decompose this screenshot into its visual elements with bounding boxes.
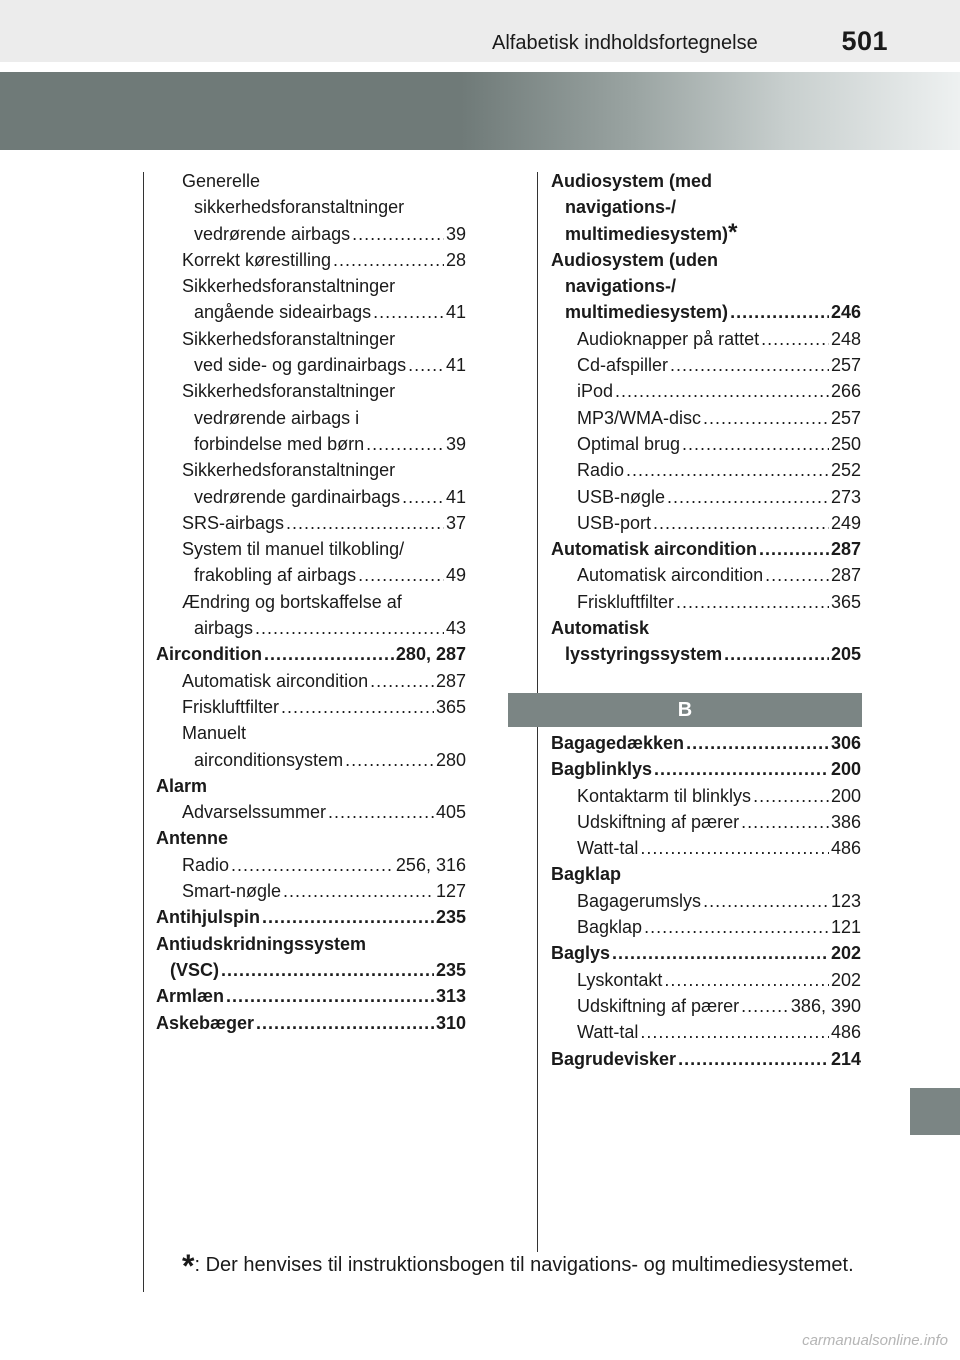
page-reference: 313 [435, 986, 466, 1007]
dot-leader [358, 562, 444, 588]
index-entry-text: Kontaktarm til blinklys [577, 785, 752, 806]
index-entry-text: Automatisk [551, 618, 650, 639]
index-entry-text: Lyskontakt [577, 969, 663, 990]
dot-leader [612, 940, 829, 966]
page-reference: 235 [435, 959, 466, 980]
index-entry-text: airconditionsystem [194, 749, 344, 770]
index-entry [551, 562, 861, 588]
page-reference: 200 [830, 759, 861, 780]
page-reference: 250 [830, 433, 861, 454]
index-entry-text: Antiudskridningssystem [156, 933, 367, 954]
index-entry [156, 641, 466, 667]
index-entry-text: Audioknapper på rattet [577, 328, 760, 349]
page-reference: 256, 316 [395, 854, 466, 875]
index-entry-text: vedrørende gardinairbags [194, 486, 401, 507]
index-entry-text: USB-port [577, 512, 652, 533]
page-number: 501 [841, 26, 888, 56]
page-reference: 202 [830, 969, 861, 990]
index-entry [551, 326, 861, 352]
index-entry [156, 273, 466, 326]
index-entry [551, 536, 861, 562]
dot-leader [262, 904, 434, 930]
page-reference: 266 [830, 381, 861, 402]
index-entry [551, 247, 861, 326]
index-entry [551, 756, 861, 782]
index-entry-text: Cd-afspiller [577, 355, 669, 376]
index-entry [156, 510, 466, 536]
page-reference: 280, 287 [395, 644, 466, 665]
index-entry [551, 783, 861, 809]
index-entry-text: Bagklap [551, 864, 622, 885]
index-entry-text: Smart-nøgle [182, 881, 282, 902]
dot-leader [724, 641, 829, 667]
index-entry [551, 809, 861, 835]
index-entry-text: Udskiftning af pærer [577, 995, 740, 1016]
index-entry [156, 247, 466, 273]
index-entry-text: Antihjulspin [156, 907, 260, 928]
index-entry-text: iPod [577, 381, 614, 402]
dot-leader [664, 967, 829, 993]
page-reference: 37 [445, 512, 466, 533]
index-entry-text: Watt-tal [577, 1022, 639, 1043]
page-reference: 386, 390 [790, 995, 861, 1016]
dot-leader [370, 668, 434, 694]
page-reference: 41 [445, 302, 466, 323]
index-entry [551, 589, 861, 615]
index-entry-text: Sikkerhedsforanstaltninger [182, 276, 396, 297]
index-entry-text: Automatisk aircondition [551, 539, 758, 560]
page-reference: 43 [445, 618, 466, 639]
dot-leader [640, 835, 829, 861]
page-reference: 127 [435, 881, 466, 902]
index-entry-text: Bagagedækken [551, 733, 685, 753]
page-reference: 28 [445, 249, 466, 270]
index-column-left [156, 168, 466, 1036]
index-entry-text: Friskluftfilter [182, 696, 280, 717]
dot-leader [226, 983, 434, 1009]
index-entry [551, 1019, 861, 1045]
page-reference: 287 [830, 539, 861, 560]
index-entry-text: Optimal brug [577, 433, 681, 454]
index-entry-text: sikkerhedsforanstaltninger [194, 197, 405, 218]
index-entry-text: Korrekt kørestilling [182, 249, 332, 270]
index-entry [156, 852, 466, 878]
page-header-bar [0, 0, 960, 62]
index-entry-text: Advarselssummer [182, 802, 327, 823]
index-entry-text: angående sideairbags [194, 302, 372, 323]
page-reference: 310 [435, 1012, 466, 1033]
index-entry-text: forbindelse med børn [194, 433, 365, 454]
index-entry [551, 967, 861, 993]
dot-leader [686, 730, 829, 756]
index-entry-text: Udskiftning af pærer [577, 811, 740, 832]
page-reference: 200 [830, 785, 861, 806]
index-entry [156, 720, 466, 773]
index-entry [551, 431, 861, 457]
index-entry [551, 914, 861, 940]
dot-leader [366, 431, 444, 457]
dot-leader [741, 809, 829, 835]
dot-leader [328, 799, 434, 825]
index-entry-text: Sikkerhedsforanstaltninger [182, 460, 396, 481]
page-reference: 49 [445, 565, 466, 586]
dot-leader [730, 299, 829, 325]
dot-leader [741, 993, 789, 1019]
dot-leader [670, 352, 829, 378]
page-reference: 246 [830, 302, 861, 323]
page-reference: 249 [830, 512, 861, 533]
index-entry [551, 615, 861, 668]
page-reference: 41 [445, 486, 466, 507]
index-entry-text: Audiosystem (uden [551, 249, 719, 270]
footnote-star: * [182, 1248, 195, 1284]
dot-leader [345, 747, 434, 773]
dot-leader [761, 326, 829, 352]
index-entry-text: lysstyringssystem [565, 644, 723, 665]
header-gradient-band [0, 72, 960, 150]
index-entry [551, 405, 861, 431]
index-entry [156, 536, 466, 589]
index-entry-text: Bagrudevisker [551, 1048, 677, 1069]
dot-leader [676, 589, 829, 615]
index-entry-text: multimediesystem) [565, 223, 729, 244]
footnote-text: : Der henvises til instruktionsbogen til navigations- og multimediesystemet. [194, 1254, 854, 1276]
page-reference: 214 [830, 1048, 861, 1069]
index-entry [156, 773, 466, 799]
dot-leader [678, 1046, 829, 1072]
index-entry-text: Antenne [156, 828, 228, 849]
page-reference: 306 [830, 733, 861, 753]
index-entry [551, 378, 861, 404]
index-entry-text: vedrørende airbags i [194, 407, 360, 428]
index-entry-text: Automatisk aircondition [182, 670, 369, 691]
index-entry-text: navigations-/ [565, 197, 677, 218]
index-entry [156, 878, 466, 904]
index-entry: Audiosystem (med navigations-/ multimediesystem) * [551, 168, 861, 247]
dot-leader [352, 221, 444, 247]
index-entry [551, 993, 861, 1019]
page-reference: 280 [435, 749, 466, 770]
index-entry-text: Askebæger [156, 1012, 255, 1033]
index-entry [156, 589, 466, 642]
page-reference: 248 [830, 328, 861, 349]
index-entry [551, 835, 861, 861]
dot-leader [231, 852, 394, 878]
page-reference: 205 [830, 644, 861, 665]
page-reference: 273 [830, 486, 861, 507]
index-entry [156, 904, 466, 930]
index-entry-text: SRS-airbags [182, 512, 285, 533]
dot-leader [281, 694, 434, 720]
index-entry [156, 326, 466, 379]
dot-leader [653, 510, 829, 536]
index-entry-text: multimediesystem) [565, 302, 729, 323]
dot-leader [640, 1019, 829, 1045]
index-entry-text: Ændring og bortskaffelse af [182, 591, 402, 612]
page-reference: 39 [445, 223, 466, 244]
index-entry-text: Radio [577, 460, 625, 481]
index-entry [551, 940, 861, 966]
index-entry-text: Baglys [551, 943, 611, 964]
index-entry-text: Audiosystem (med [551, 171, 713, 191]
dot-leader [667, 484, 829, 510]
page-reference: 287 [435, 670, 466, 691]
index-entry [156, 825, 466, 851]
index-entry [156, 983, 466, 1009]
page-reference: 41 [445, 355, 466, 376]
dot-leader [256, 1010, 434, 1036]
index-entry [156, 799, 466, 825]
index-entry-text: frakobling af airbags [194, 565, 357, 586]
page-title: Alfabetisk indholdsfortegnelse [492, 32, 758, 54]
page-reference: 252 [830, 460, 861, 481]
index-entry-text: Manuelt [182, 723, 247, 744]
page-reference: 39 [445, 433, 466, 454]
dot-leader [703, 888, 829, 914]
index-entry-text: MP3/WMA-disc [577, 407, 702, 428]
index-entry-text: navigations-/ [565, 276, 677, 297]
index-entry-text: Generelle [182, 171, 261, 191]
index-entry-text: airbags [194, 618, 254, 639]
index-entry [551, 457, 861, 483]
chapter-tab [910, 1088, 960, 1135]
page-reference: 405 [435, 802, 466, 823]
page-reference: 257 [830, 407, 861, 428]
index-column-right-a [551, 168, 861, 668]
dot-leader [402, 484, 444, 510]
page-reference: 486 [830, 838, 861, 859]
index-entry-text: ved side- og gardinairbags [194, 355, 407, 376]
dot-leader [626, 457, 829, 483]
index-entry-text: Radio [182, 854, 230, 875]
page-reference: 121 [830, 917, 861, 938]
page-reference: 202 [830, 943, 861, 964]
dot-leader [654, 756, 829, 782]
index-entry-text: Armlæn [156, 986, 225, 1007]
section-header-b: B [508, 693, 862, 727]
index-entry [551, 888, 861, 914]
index-entry [551, 510, 861, 536]
watermark: carmanualsonline.info [802, 1332, 948, 1349]
page-reference: 123 [830, 890, 861, 911]
index-entry [156, 1010, 466, 1036]
index-entry [551, 352, 861, 378]
dot-leader [264, 641, 394, 667]
footnote [182, 1248, 854, 1284]
index-entry-text: Bagagerumslys [577, 890, 702, 911]
index-entry-text: Aircondition [156, 644, 262, 665]
index-entry-text: Bagklap [577, 917, 643, 938]
index-entry-text: Sikkerhedsforanstaltninger [182, 381, 396, 402]
dot-leader [283, 878, 434, 904]
page-reference: 257 [830, 355, 861, 376]
dot-leader [753, 783, 829, 809]
index-entry-text: Bagblinklys [551, 759, 653, 780]
dot-leader [286, 510, 444, 536]
dot-leader [682, 431, 829, 457]
index-entry-text: Automatisk aircondition [577, 565, 764, 586]
index-entry [156, 457, 466, 510]
dot-leader [333, 247, 444, 273]
page-reference: 365 [830, 591, 861, 612]
index-entry-text: Sikkerhedsforanstaltninger [182, 328, 396, 349]
dot-leader [765, 562, 829, 588]
index-entry-text: Friskluftfilter [577, 591, 675, 612]
dot-leader [408, 352, 444, 378]
index-entry [551, 484, 861, 510]
index-entry-text: System til manuel tilkobling/ [182, 539, 405, 560]
page-reference: 235 [435, 907, 466, 928]
index-column-right-b [551, 730, 861, 1072]
dot-leader [703, 405, 829, 431]
index-entry [156, 668, 466, 694]
dot-leader [255, 615, 444, 641]
index-entry [551, 861, 861, 887]
dot-leader [615, 378, 829, 404]
page-reference: 486 [830, 1022, 861, 1043]
page-reference: 365 [435, 696, 466, 717]
index-entry [551, 730, 861, 756]
index-entry-text: (VSC) [170, 959, 219, 980]
page-reference: 386 [830, 811, 861, 832]
index-entry-text: USB-nøgle [577, 486, 666, 507]
dot-leader [644, 914, 829, 940]
page-reference: 287 [830, 565, 861, 586]
dot-leader [373, 299, 444, 325]
index-entry [156, 694, 466, 720]
index-entry [551, 1046, 861, 1072]
dot-leader [221, 957, 434, 983]
index-entry-text: Alarm [156, 775, 208, 796]
dot-leader [759, 536, 829, 562]
index-entry [156, 168, 466, 247]
index-entry-text: vedrørende airbags [194, 223, 351, 244]
index-entry-text: Watt-tal [577, 838, 639, 859]
index-entry [156, 931, 466, 984]
left-column-divider [143, 172, 144, 1292]
index-entry [156, 378, 466, 457]
